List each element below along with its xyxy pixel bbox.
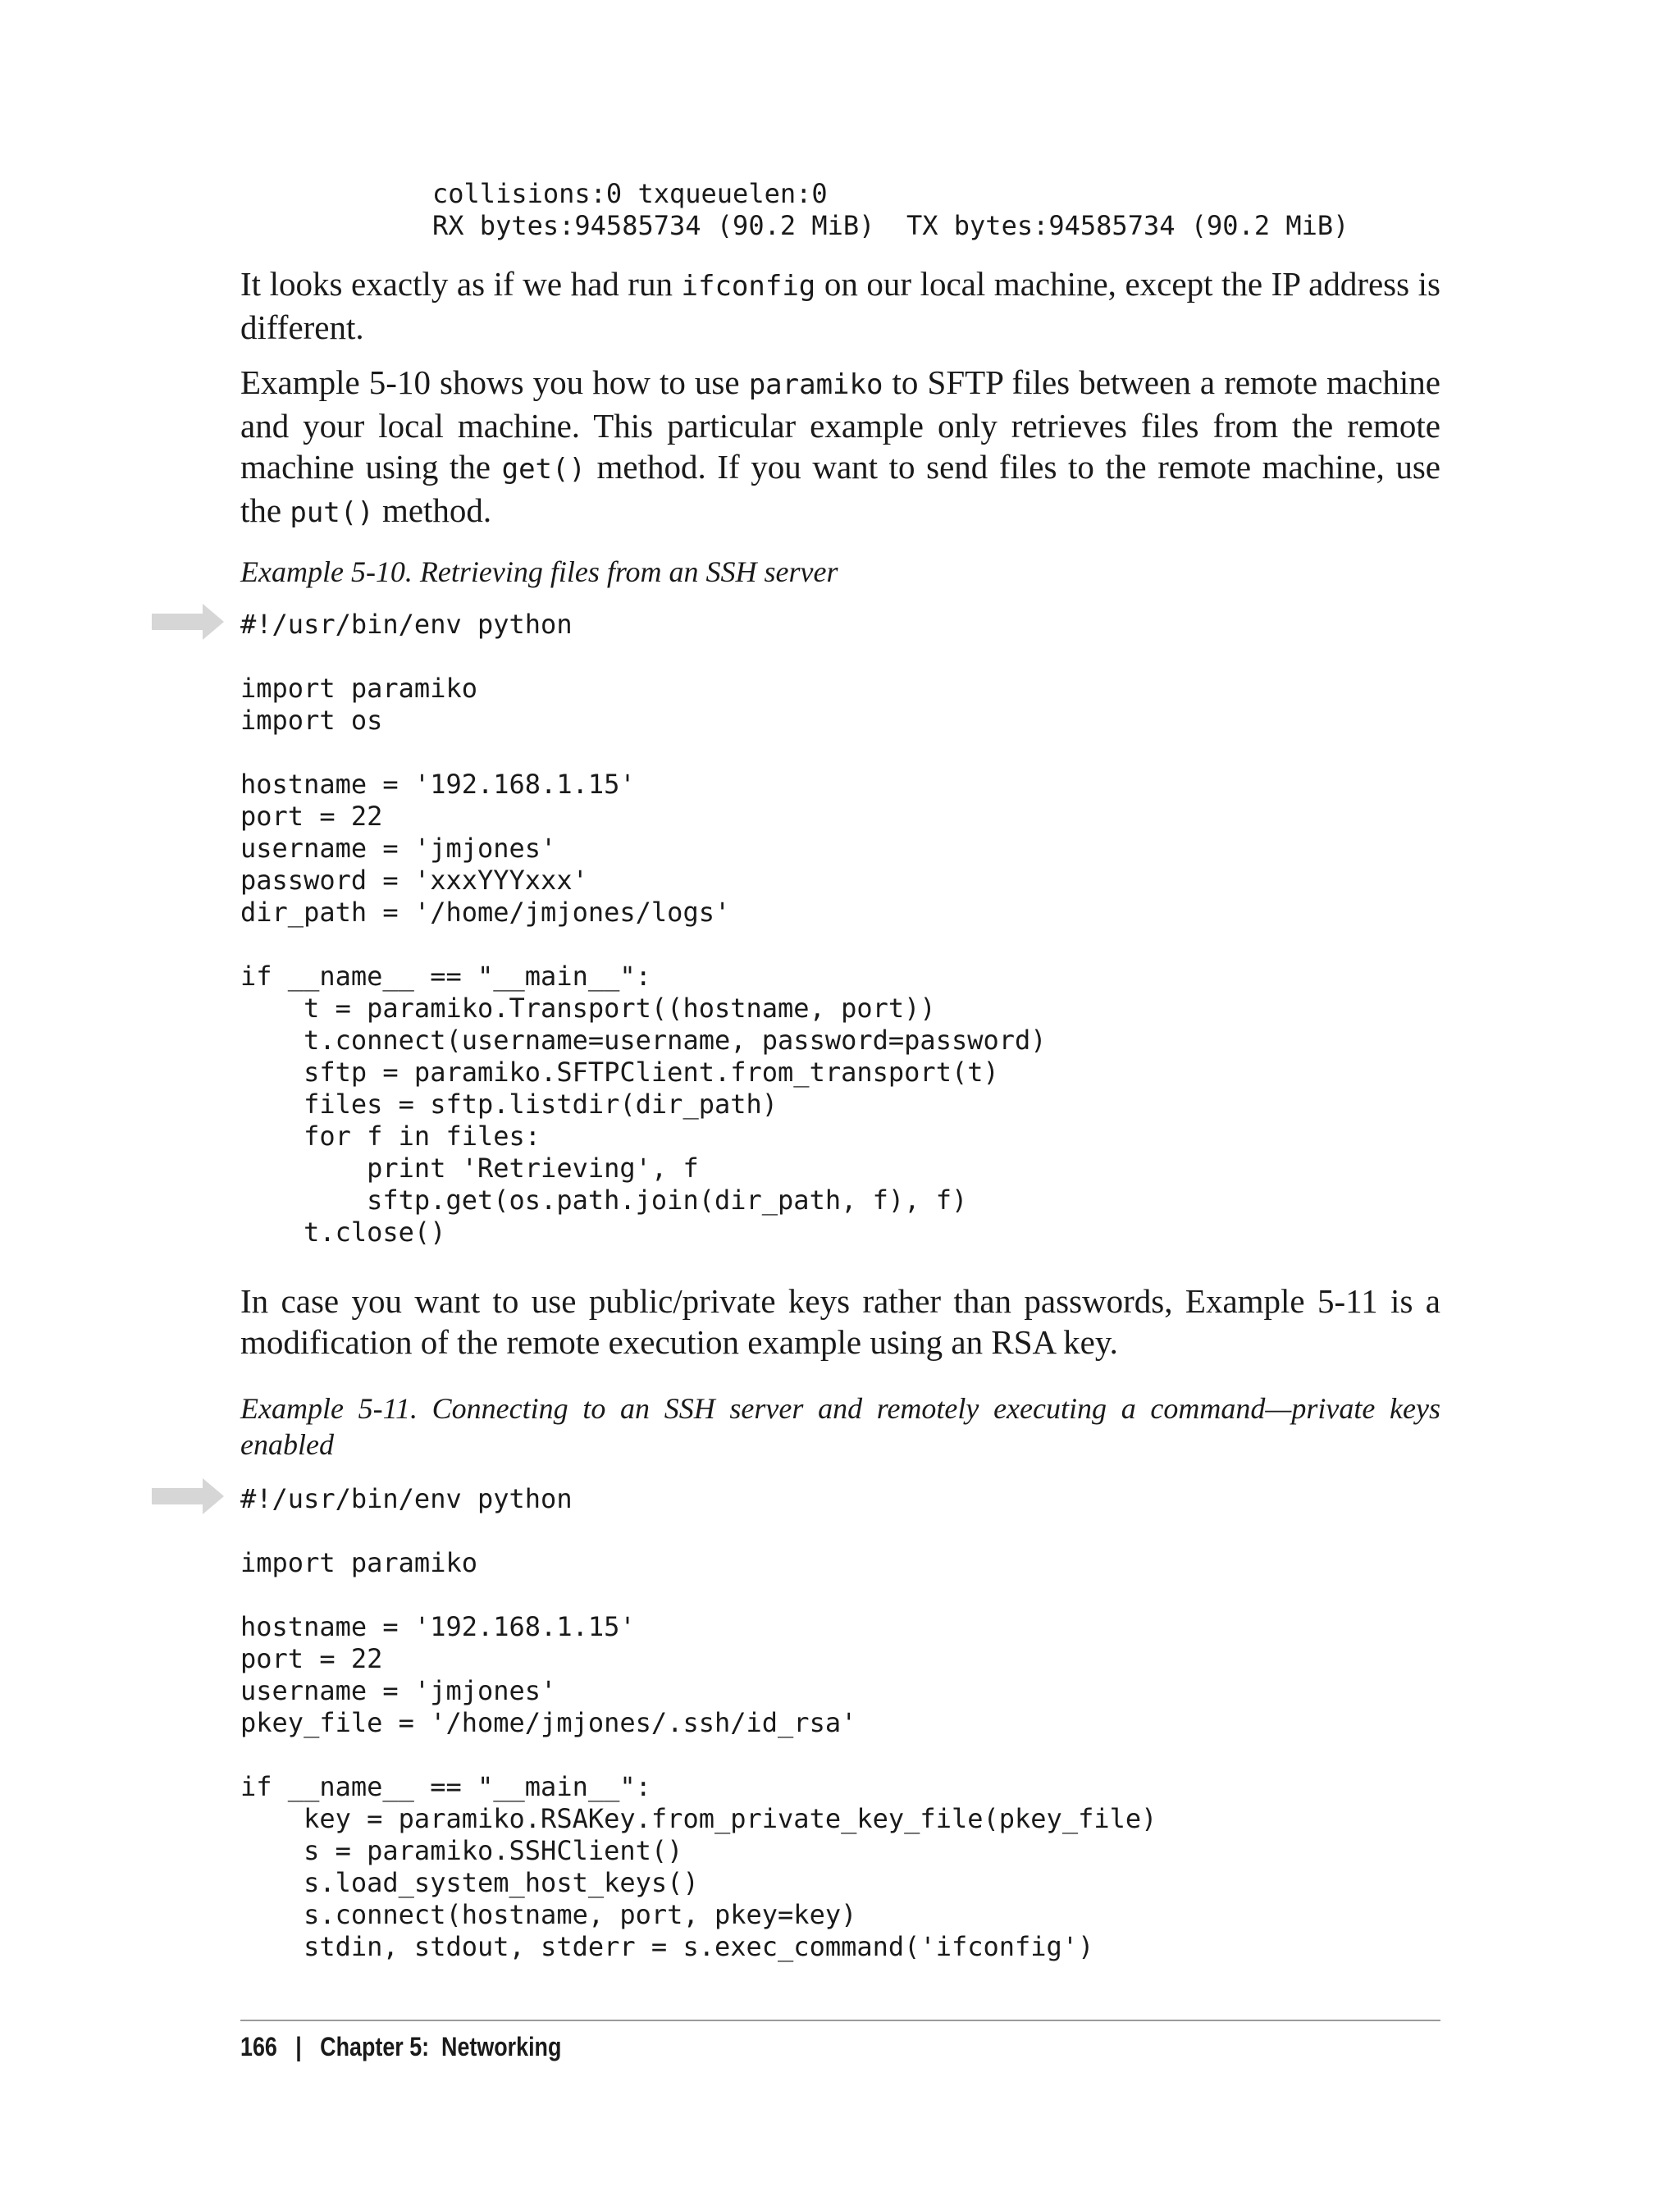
- example-caption: Example 5-10. Retrieving files from an SSH server: [240, 555, 838, 588]
- chapter-title: Chapter 5: Networking: [320, 2032, 562, 2061]
- page-footer: [240, 2030, 561, 2063]
- inline-code: ifconfig: [681, 270, 816, 303]
- code-continuation: [432, 178, 1349, 242]
- code-block-sftp: #!/usr/bin/env python import paramiko import os hostname = '192.168.1.15' port = 22 username = 'jmjones' password = 'xxxYYYxxx' dir_path = '/home/jmjones/logs' if __name__ == "__main__": t = paramiko.Transport((hostname, port)) t.connect(username=username, password=password) sftp = paramiko.SFTPClient.from_transport(t) files = sftp.listdir(dir_path) for f in files: print 'Retrieving', f sftp.get(os.path.join(dir_path, f), f) t.close(): [240, 609, 1047, 1248]
- example-caption: Example 5-11. Connecting to an SSH server and remotely executing a command—private keys enabled: [240, 1392, 1440, 1461]
- paragraph-sftp: Example 5-10 shows you how to use paramiko to SFTP files between a remote machine and your local machine. This particular example only retrieves files from the remote machine using the get() method. If you want to send files to the remote machine, use the put() method.: [240, 363, 1440, 529]
- footer-rule: [240, 2020, 1440, 2021]
- inline-code: put(): [290, 496, 374, 529]
- code-block-rsa: #!/usr/bin/env python import paramiko hostname = '192.168.1.15' port = 22 username = 'jmjones' pkey_file = '/home/jmjones/.ssh/id_rsa' if __name__ == "__main__": key = paramiko.RSAKey.from_private_key_file(pkey_file) s = paramiko.SSHClient() s.load_system_host_keys() s.connect(hostname, port, pkey=key) stdin, stdout, stderr = s.exec_command('ifconfig'): [240, 1483, 1157, 1962]
- page-number: 166: [240, 2032, 277, 2061]
- paragraph-ifconfig: It looks exactly as if we had run ifconfig on our local machine, except the IP address is different.: [240, 265, 1440, 346]
- code-marker-arrow-icon: [152, 604, 224, 640]
- code-line: RX bytes:94585734 (90.2 MiB) TX bytes:94585734 (90.2 MiB): [432, 210, 1349, 241]
- code-line: collisions:0 txqueuelen:0: [432, 178, 828, 209]
- code-marker-arrow-icon: [152, 1478, 224, 1514]
- footer-separator: |: [295, 2032, 302, 2061]
- inline-code: get(): [501, 453, 586, 486]
- inline-code: paramiko: [748, 368, 883, 401]
- paragraph-rsa: In case you want to use public/private keys rather than passwords, Example 5-11 is a modification of the remote execution example using an RSA key.: [240, 1282, 1440, 1361]
